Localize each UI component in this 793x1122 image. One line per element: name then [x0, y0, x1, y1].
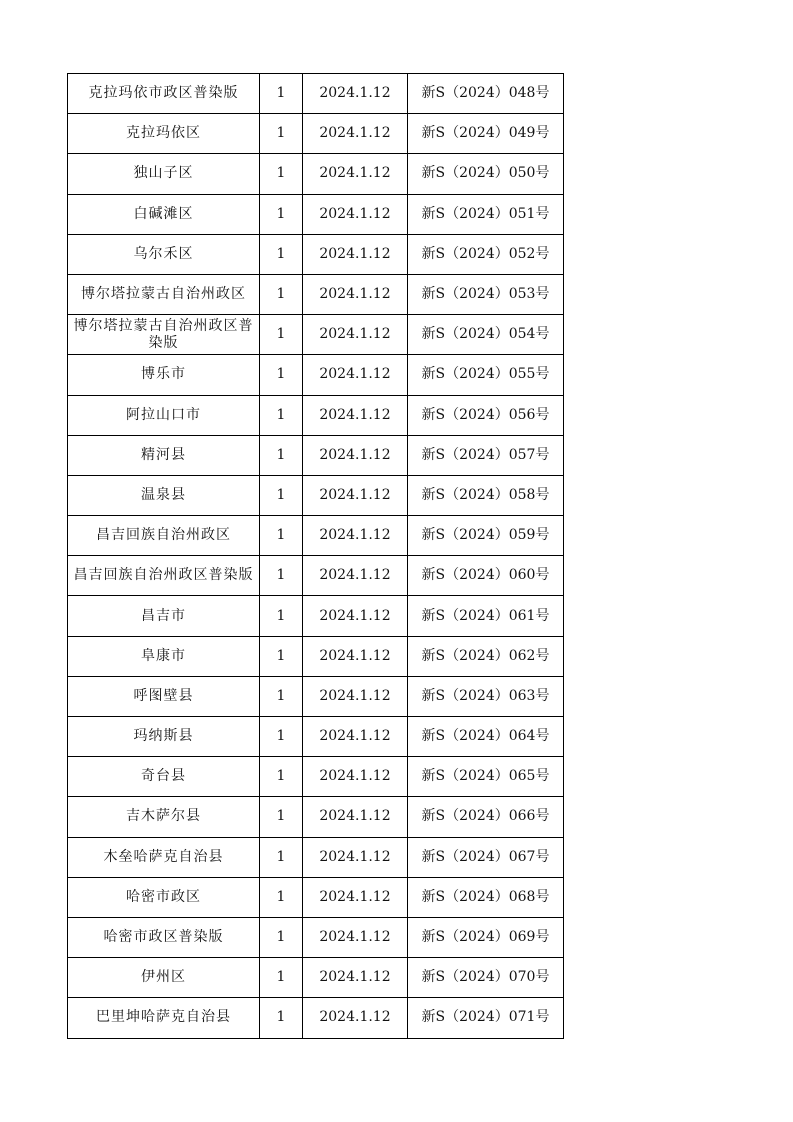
region-name-cell: 独山子区: [68, 154, 260, 194]
table-row: [68, 516, 564, 556]
approval-number-cell: 新S（2024）068号: [408, 877, 564, 917]
table-row: [68, 717, 564, 757]
count-cell: 1: [260, 114, 303, 154]
region-name-cell: 阜康市: [68, 636, 260, 676]
table-row: [68, 757, 564, 797]
approval-number-cell: 新S（2024）064号: [408, 717, 564, 757]
count-cell: 1: [260, 837, 303, 877]
count-cell: 1: [260, 757, 303, 797]
date-cell: 2024.1.12: [303, 355, 408, 395]
table-row: [68, 234, 564, 274]
date-cell: 2024.1.12: [303, 917, 408, 957]
approval-number-cell: 新S（2024）065号: [408, 757, 564, 797]
table-row: [68, 315, 564, 355]
region-name-cell: 吉木萨尔县: [68, 797, 260, 837]
region-name-cell: 博乐市: [68, 355, 260, 395]
approval-number-cell: 新S（2024）055号: [408, 355, 564, 395]
count-cell: 1: [260, 958, 303, 998]
approval-number-cell: 新S（2024）053号: [408, 274, 564, 314]
approval-number-cell: 新S（2024）061号: [408, 596, 564, 636]
count-cell: 1: [260, 194, 303, 234]
table-row: [68, 917, 564, 957]
date-cell: 2024.1.12: [303, 234, 408, 274]
table-row: [68, 676, 564, 716]
table-row: [68, 556, 564, 596]
region-name-cell: 克拉玛依市政区普染版: [68, 74, 260, 114]
count-cell: 1: [260, 475, 303, 515]
table-row: [68, 636, 564, 676]
date-cell: 2024.1.12: [303, 757, 408, 797]
count-cell: 1: [260, 315, 303, 355]
date-cell: 2024.1.12: [303, 958, 408, 998]
approval-number-cell: 新S（2024）049号: [408, 114, 564, 154]
date-cell: 2024.1.12: [303, 274, 408, 314]
count-cell: 1: [260, 74, 303, 114]
approval-number-cell: 新S（2024）060号: [408, 556, 564, 596]
approval-number-cell: 新S（2024）070号: [408, 958, 564, 998]
count-cell: 1: [260, 877, 303, 917]
count-cell: 1: [260, 797, 303, 837]
region-name-cell: 克拉玛依区: [68, 114, 260, 154]
date-cell: 2024.1.12: [303, 194, 408, 234]
count-cell: 1: [260, 274, 303, 314]
approval-number-cell: 新S（2024）063号: [408, 676, 564, 716]
table-body: [68, 74, 564, 1039]
table-row: [68, 274, 564, 314]
date-cell: 2024.1.12: [303, 676, 408, 716]
map-approval-table: [67, 73, 564, 1039]
date-cell: 2024.1.12: [303, 596, 408, 636]
count-cell: 1: [260, 676, 303, 716]
approval-number-cell: 新S（2024）056号: [408, 395, 564, 435]
table-row: [68, 194, 564, 234]
date-cell: 2024.1.12: [303, 395, 408, 435]
table-row: [68, 355, 564, 395]
approval-number-cell: 新S（2024）058号: [408, 475, 564, 515]
approval-number-cell: 新S（2024）048号: [408, 74, 564, 114]
count-cell: 1: [260, 717, 303, 757]
count-cell: 1: [260, 917, 303, 957]
approval-number-cell: 新S（2024）069号: [408, 917, 564, 957]
table-row: [68, 475, 564, 515]
count-cell: 1: [260, 154, 303, 194]
approval-number-cell: 新S（2024）052号: [408, 234, 564, 274]
date-cell: 2024.1.12: [303, 877, 408, 917]
region-name-cell: 乌尔禾区: [68, 234, 260, 274]
table-row: [68, 154, 564, 194]
count-cell: 1: [260, 556, 303, 596]
region-name-cell: 巴里坤哈萨克自治县: [68, 998, 260, 1038]
date-cell: 2024.1.12: [303, 516, 408, 556]
region-name-cell: 玛纳斯县: [68, 717, 260, 757]
date-cell: 2024.1.12: [303, 797, 408, 837]
region-name-cell: 昌吉回族自治州政区普染版: [68, 556, 260, 596]
approval-number-cell: 新S（2024）062号: [408, 636, 564, 676]
table-row: [68, 958, 564, 998]
table-row: [68, 797, 564, 837]
approval-number-cell: 新S（2024）071号: [408, 998, 564, 1038]
date-cell: 2024.1.12: [303, 717, 408, 757]
table-row: [68, 877, 564, 917]
count-cell: 1: [260, 395, 303, 435]
table-row: [68, 998, 564, 1038]
region-name-cell: 阿拉山口市: [68, 395, 260, 435]
region-name-cell: 昌吉回族自治州政区: [68, 516, 260, 556]
approval-number-cell: 新S（2024）059号: [408, 516, 564, 556]
table-row: [68, 837, 564, 877]
region-name-cell: 木垒哈萨克自治县: [68, 837, 260, 877]
approval-number-cell: 新S（2024）066号: [408, 797, 564, 837]
region-name-cell: 奇台县: [68, 757, 260, 797]
table-row: [68, 596, 564, 636]
approval-number-cell: 新S（2024）057号: [408, 435, 564, 475]
region-name-cell: 伊州区: [68, 958, 260, 998]
date-cell: 2024.1.12: [303, 837, 408, 877]
table-row: [68, 435, 564, 475]
count-cell: 1: [260, 636, 303, 676]
region-name-cell: 哈密市政区: [68, 877, 260, 917]
date-cell: 2024.1.12: [303, 556, 408, 596]
approval-number-cell: 新S（2024）054号: [408, 315, 564, 355]
count-cell: 1: [260, 435, 303, 475]
region-name-cell: 呼图壁县: [68, 676, 260, 716]
date-cell: 2024.1.12: [303, 315, 408, 355]
region-name-cell: 温泉县: [68, 475, 260, 515]
date-cell: 2024.1.12: [303, 475, 408, 515]
date-cell: 2024.1.12: [303, 154, 408, 194]
approval-number-cell: 新S（2024）050号: [408, 154, 564, 194]
count-cell: 1: [260, 998, 303, 1038]
count-cell: 1: [260, 516, 303, 556]
table-row: [68, 114, 564, 154]
count-cell: 1: [260, 596, 303, 636]
date-cell: 2024.1.12: [303, 998, 408, 1038]
approval-number-cell: 新S（2024）067号: [408, 837, 564, 877]
date-cell: 2024.1.12: [303, 114, 408, 154]
region-name-cell: 哈密市政区普染版: [68, 917, 260, 957]
count-cell: 1: [260, 234, 303, 274]
table-row: [68, 74, 564, 114]
region-name-cell: 博尔塔拉蒙古自治州政区普染版: [68, 315, 260, 355]
region-name-cell: 精河县: [68, 435, 260, 475]
date-cell: 2024.1.12: [303, 74, 408, 114]
region-name-cell: 白碱滩区: [68, 194, 260, 234]
region-name-cell: 昌吉市: [68, 596, 260, 636]
approval-number-cell: 新S（2024）051号: [408, 194, 564, 234]
count-cell: 1: [260, 355, 303, 395]
date-cell: 2024.1.12: [303, 435, 408, 475]
region-name-cell: 博尔塔拉蒙古自治州政区: [68, 274, 260, 314]
date-cell: 2024.1.12: [303, 636, 408, 676]
table-row: [68, 395, 564, 435]
